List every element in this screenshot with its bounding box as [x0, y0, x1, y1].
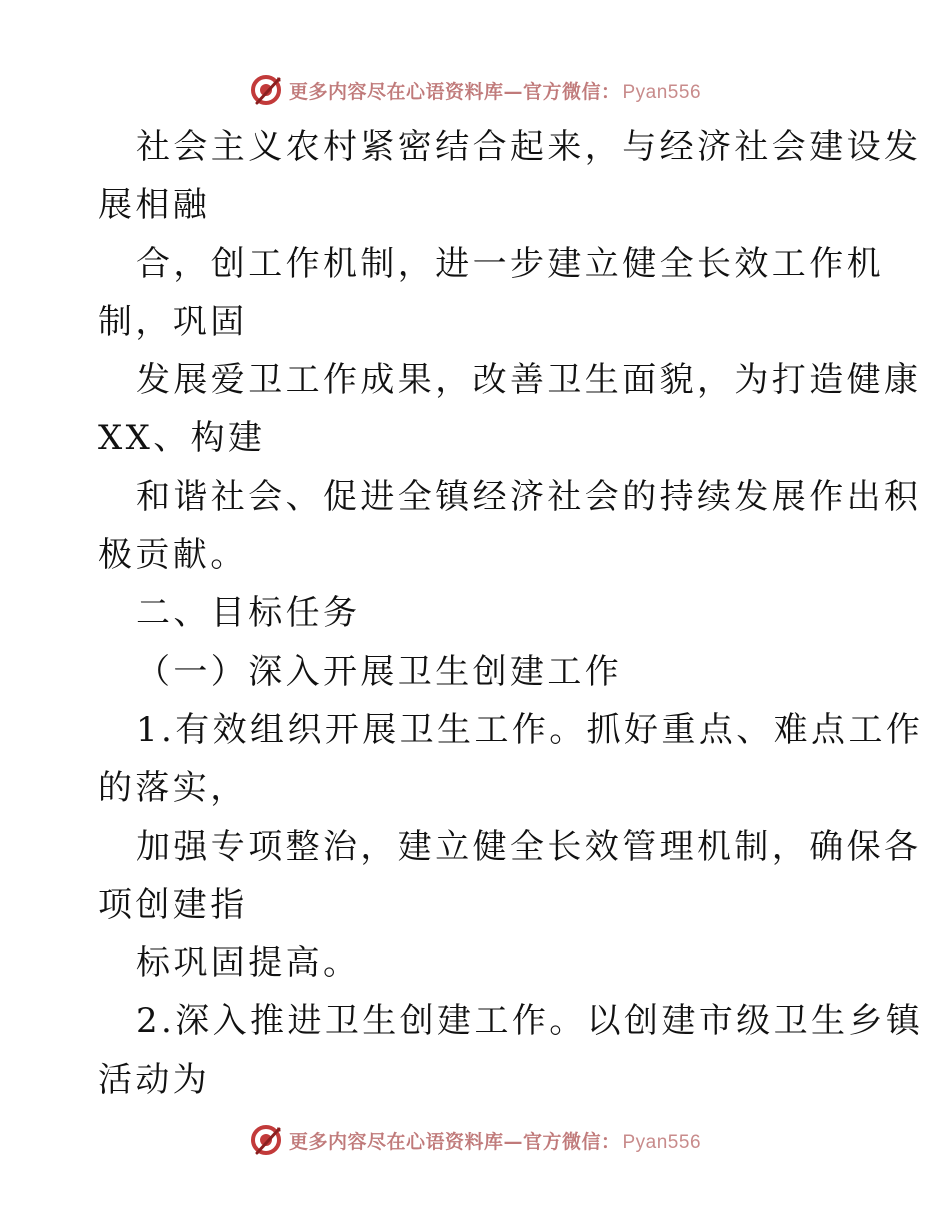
text-line: 的落实，	[98, 768, 248, 809]
text-line: 制，巩固	[98, 301, 248, 342]
text-line: 合，创工作机制，进一步建立健全长效工作机	[136, 243, 884, 284]
text-line: 1.有效组织开展卫生工作。抓好重点、难点工作	[136, 709, 924, 750]
text-line: 社会主义农村紧密结合起来，与经济社会建设发	[136, 127, 922, 167]
text-line: 活动为	[98, 1059, 211, 1100]
text-line: 发展爱卫工作成果，改善卫生面貌，为打造健康	[136, 360, 922, 401]
text-line: 加强专项整治，建立健全长效管理机制，确保各	[136, 826, 922, 867]
text-line: 2.深入推进卫生创建工作。以创建市级卫生乡镇	[136, 1001, 924, 1042]
text-line: （一）深入开展卫生创建工作	[136, 651, 623, 692]
text-line: 展相融	[98, 185, 211, 226]
text-line: 二、目标任务	[136, 593, 361, 634]
footer-watermark	[0, 1120, 950, 1160]
text-line: 项创建指	[98, 884, 248, 925]
text-line: 极贡献。	[98, 535, 248, 576]
text-line: XX、构建	[98, 418, 266, 459]
header-watermark	[0, 70, 950, 110]
watermark-text: 更多内容尽在心语资料库—官方微信： Pyan556	[288, 80, 702, 103]
watermark-text: 更多内容尽在心语资料库—官方微信： Pyan556	[288, 1130, 702, 1153]
pen-logo-icon	[249, 1123, 283, 1157]
pen-logo-icon	[249, 73, 283, 107]
text-line: 标巩固提高。	[136, 943, 361, 984]
text-line: 和谐社会、促进全镇经济社会的持续发展作出积	[136, 476, 922, 517]
document-body	[98, 118, 924, 1109]
